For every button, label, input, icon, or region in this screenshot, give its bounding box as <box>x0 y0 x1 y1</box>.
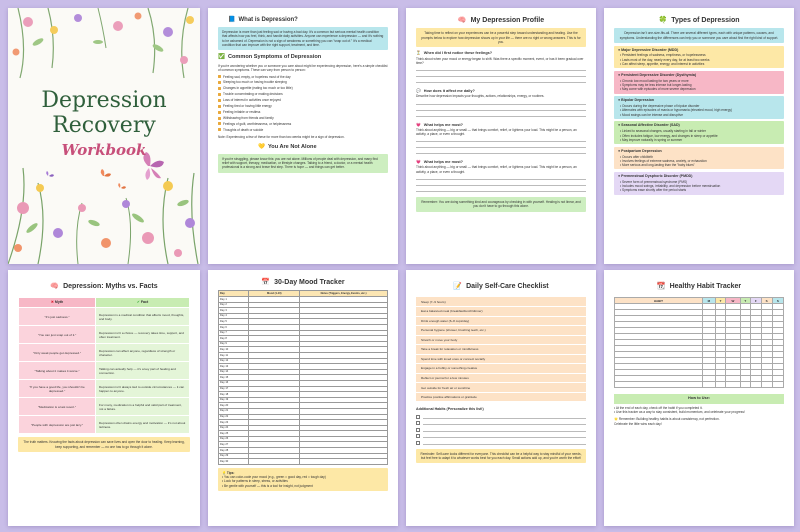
additional-title: Additional Habits (Personalize this list!) <box>416 407 484 412</box>
myth-cell: "It's just sadness." <box>19 308 95 325</box>
type-name: ● Persistent Depressive Disorder (Dysthymia) <box>618 72 697 77</box>
checkbox-icon[interactable] <box>218 99 221 102</box>
symptom-item <box>218 116 388 120</box>
type-card <box>614 46 784 69</box>
selfcare-item[interactable] <box>416 336 586 346</box>
type-point: • More serious and long-lasting than the "baby blues" <box>620 163 695 168</box>
answer-line[interactable] <box>416 111 586 117</box>
bullet-icon: • <box>620 184 623 189</box>
bubble-icon: 💬 <box>416 89 421 94</box>
selfcare-label: Eat a balanced meal (breakfast/lunch/dinner) <box>421 309 483 314</box>
mood-day-cell: Day 29 <box>219 453 249 459</box>
type-point: • Mood swings can be intense and disruptive <box>620 112 683 117</box>
calendar-icon: 📆 <box>656 283 666 290</box>
brain-icon: 🧠 <box>457 17 467 24</box>
type-name: ● Bipolar Depression <box>618 98 655 103</box>
mood-tracker-page <box>208 270 398 526</box>
habit-tracker-page <box>604 270 794 526</box>
mood-day-cell: Day 18 <box>219 392 249 398</box>
habit-day-header: F <box>751 298 762 304</box>
symptom-item <box>218 104 388 108</box>
selfcare-label: Drink enough water (6–8 cups/day) <box>421 318 470 323</box>
checkbox-icon[interactable] <box>416 421 420 425</box>
bullet-icon: • <box>620 188 623 193</box>
selfcare-item[interactable] <box>416 307 586 317</box>
myth-header: ✖ Myth <box>19 298 95 307</box>
symptom-item <box>218 86 388 90</box>
bullet-icon: • <box>620 78 623 83</box>
types-list <box>614 46 784 195</box>
what-is-title: 📘 What is Depression? <box>228 17 298 23</box>
symptom-label: Loss of interest in activities once enjoyed <box>223 98 281 103</box>
bullet-icon: • <box>620 137 623 142</box>
mood-day-cell: Day 28 <box>219 448 249 454</box>
hourglass-icon: ⏳ <box>416 51 421 56</box>
myth-row <box>19 326 189 343</box>
profile-title: 🧠 My Depression Profile <box>457 17 545 24</box>
answer-line[interactable] <box>423 428 586 432</box>
bullet-icon: • <box>620 83 623 87</box>
how-to-item: • Use this tracker as a way to stay consistent, build momentum, and celebrate your progress! <box>614 409 745 414</box>
tip-item: • Be gentle with yourself — this is a tool for insight, not judgment <box>222 483 313 488</box>
additional-habit-row <box>416 421 586 425</box>
checkbox-icon[interactable] <box>416 428 420 432</box>
myth-row <box>19 308 189 325</box>
mood-row <box>219 459 388 465</box>
cover-title-line2: Recovery <box>52 113 156 139</box>
bullet-icon: • <box>620 112 623 117</box>
checkbox-icon[interactable] <box>218 105 221 108</box>
symptoms-title: ✅ Common Symptoms of Depression <box>218 54 322 61</box>
mood-day-cell: Day 7 <box>219 330 249 336</box>
depression-profile-page <box>406 8 596 264</box>
mood-day-cell: Day 16 <box>219 380 249 386</box>
bullet-icon: • <box>620 154 623 159</box>
bullet-icon: • <box>620 57 623 62</box>
bullet-icon: • <box>620 158 623 163</box>
profile-q3-hint: Think about anything — big or small — that brings comfort, relief, or lightens your load. This might be a person, an activity, a place, or even a thought. <box>416 127 577 136</box>
mood-day-cell: Day 3 <box>219 308 249 314</box>
type-point: • Alternates with episodes of mania or hypomania (elevated mood, high energy) <box>620 108 733 113</box>
fact-cell: Depression isn't a choice — recovery takes time, support, and often treatment. <box>96 326 189 343</box>
star-icon: 🌟 <box>614 417 618 422</box>
type-point: • Chronic low mood lasting for two years or more <box>620 78 689 83</box>
habit-title: 📆 Healthy Habit Tracker <box>656 283 742 290</box>
mood-tips-list <box>222 475 384 488</box>
additional-habit-row <box>416 415 586 419</box>
answer-line[interactable] <box>423 415 586 419</box>
answer-line[interactable] <box>423 421 586 425</box>
clover-icon: 🍀 <box>658 17 668 24</box>
bullet-icon: ● <box>618 72 622 77</box>
fact-cell: Depression can affect anyone, regardless of strength or character. <box>96 344 189 361</box>
type-point: • Lasts most of the day, nearly every day, for at least two weeks <box>620 57 710 62</box>
fact-cell: For many, medication is a helpful and valid part of treatment, not a failure. <box>96 398 189 415</box>
myth-row <box>19 362 189 379</box>
mood-day-cell: Day 26 <box>219 436 249 442</box>
fact-cell: Depression isn't always tied to outside circumstances — it can happen to anyone. <box>96 380 189 397</box>
habit-day-header: T <box>715 298 726 304</box>
type-point: • Severe form of premenstrual syndrome (PMS) <box>620 179 688 184</box>
tip-item: • You can color-code your mood (e.g., green = good day, red = tough day) <box>222 475 326 480</box>
mood-tips <box>218 468 388 491</box>
mood-day-cell: Day 11 <box>219 352 249 358</box>
additional-habit-row <box>416 441 586 445</box>
selfcare-reminder: Reminder: Self-care looks different for everyone. This checklist can be a helpful way to stay mindful of your needs, but feel free to adapt it to whatever works best for you each day. Small actions add up, and you're worth the effort! <box>416 449 586 464</box>
type-point: • Symptoms may be less intense but longer-lasting <box>620 83 692 87</box>
mood-day-cell: Day 20 <box>219 403 249 409</box>
symptom-item <box>218 110 388 114</box>
not-alone-title: 💛 You Are Not Alone <box>258 144 317 151</box>
habit-check-cell[interactable] <box>740 382 751 388</box>
check-icon: ✅ <box>218 54 225 61</box>
type-card <box>614 96 784 119</box>
profile-q4-hint: Think about anything — big or small — that brings comfort, relief, or lightens your load. This might be a person, an activity, a place, or even a thought. <box>416 165 577 174</box>
cover-title-line1: Depression <box>41 88 167 113</box>
symptom-label: Feeling irritable or restless <box>223 109 261 114</box>
mood-day-cell: Day 8 <box>219 336 249 342</box>
habit-check-cell[interactable] <box>772 382 783 388</box>
mood-col-notes: Notes (Triggers, Energy, Events, etc.) <box>300 291 388 297</box>
mood-day-cell: Day 22 <box>219 414 249 420</box>
habit-celebrate: Celebrate the little wins each day! <box>614 421 662 426</box>
bullet-icon: • <box>620 129 623 134</box>
checkbox-icon[interactable] <box>218 87 221 90</box>
mood-day-cell: Day 30 <box>219 459 249 465</box>
habit-day-header: S <box>761 298 772 304</box>
mood-day-cell: Day 13 <box>219 364 249 370</box>
selfcare-label: Engage in a hobby or something creative <box>421 366 478 371</box>
mood-title: 📅 30-Day Mood Tracker <box>261 279 345 286</box>
bullet-icon: ● <box>618 123 622 128</box>
type-name: ● Seasonal Affective Disorder (SAD) <box>618 123 680 128</box>
mood-day-cell: Day 1 <box>219 297 249 303</box>
checkbox-icon[interactable] <box>416 441 420 445</box>
selfcare-item[interactable] <box>416 374 586 384</box>
selfcare-title: 📝 Daily Self-Care Checklist <box>453 283 549 290</box>
what-is-intro: Depression is more than just feeling sad or having a bad day. It's a common but serious mental health condition that affects how you feel, think, and handle daily activities. Anyone can experience a depression — and it's nothing to be ashamed of. Depression is not a sign of weakness or something you can "snap out of." It's a medical condition that can improve with the right support, treatment, and time. <box>218 27 388 50</box>
type-point: • Can affect sleep, appetite, energy, and interest in activities <box>620 62 705 67</box>
answer-line[interactable] <box>416 148 586 154</box>
type-point: • Includes mood swings, irritability, and depression before menstruation <box>620 184 721 189</box>
bullet-icon: • <box>614 409 617 414</box>
mood-day-cell: Day 25 <box>219 431 249 437</box>
calendar-icon: 📅 <box>261 279 271 286</box>
checkbox-icon[interactable] <box>416 434 420 438</box>
additional-habits <box>416 415 586 445</box>
type-point: • Symptoms ease shortly after the period starts <box>620 188 687 193</box>
cross-icon: ✖ <box>50 300 54 305</box>
type-card <box>614 172 784 195</box>
selfcare-item[interactable] <box>416 297 586 307</box>
mood-day-cell: Day 12 <box>219 358 249 364</box>
cover-title <box>8 88 200 139</box>
bullet-icon: • <box>222 483 225 488</box>
book-icon: 📘 <box>228 17 236 23</box>
symptom-item <box>218 98 388 102</box>
types-of-depression-page <box>604 8 794 264</box>
myth-cell: "People with depression are just lazy." <box>19 416 95 433</box>
checkbox-icon[interactable] <box>218 111 221 114</box>
mood-day-cell: Day 5 <box>219 319 249 325</box>
bullet-icon: ● <box>618 148 622 153</box>
selfcare-item[interactable] <box>416 317 586 327</box>
symptom-label: Sleeping too much or having trouble sleeping <box>223 80 287 85</box>
bullet-icon: • <box>620 87 623 92</box>
type-card <box>614 121 784 144</box>
myth-cell: "Only weak people get depressed." <box>19 344 95 361</box>
type-card <box>614 147 784 170</box>
myths-facts-page <box>8 270 200 526</box>
symptom-item <box>218 128 388 132</box>
habit-col-habit: HABIT <box>615 298 703 304</box>
habit-table <box>614 297 784 388</box>
bullet-icon: ● <box>618 47 622 52</box>
myth-cell: "If you have a good life, you shouldn't be depressed." <box>19 380 95 397</box>
symptom-label: Withdrawing from friends and family <box>223 115 274 120</box>
myth-row <box>19 344 189 361</box>
answer-line[interactable] <box>423 441 586 445</box>
profile-intro: Taking time to reflect on your experiences can be a powerful step toward understanding and healing. Use the prompts below to explore how depression shows up in your life — there are no right or wrong answers. This is for you. <box>416 28 586 47</box>
checklist-icon: 📝 <box>453 283 463 290</box>
type-point: • May come with episodes of more severe depression <box>620 87 696 92</box>
checkbox-icon[interactable] <box>218 128 221 131</box>
myth-row <box>19 380 189 397</box>
brain-icon: 🧠 <box>50 283 60 290</box>
fact-cell: Depression often drains energy and motivation — it's not about laziness. <box>96 416 189 433</box>
type-point: • Linked to seasonal changes, usually starting in fall or winter <box>620 129 707 134</box>
profile-q1-hint: Think about when your mood or energy began to shift. Was there a specific moment, event, or has it been gradual over time? <box>416 56 584 65</box>
profile-q3: 💗 What helps me most? <box>416 122 463 127</box>
symptom-item <box>218 75 388 79</box>
symptom-label: Thoughts of death or suicide <box>223 127 264 132</box>
selfcare-item[interactable] <box>416 393 586 403</box>
myth-cell: "You can just snap out of it." <box>19 326 95 343</box>
profile-q2-hint: Describe how depression impacts your thoughts, actions, relationships, energy, or routines. <box>416 94 545 99</box>
selfcare-item[interactable] <box>416 345 586 355</box>
check-icon: ✔ <box>136 300 140 305</box>
type-point: • Occurs during the depressive phase of bipolar disorder <box>620 103 700 108</box>
symptom-label: Feeling tired or having little energy <box>223 104 272 109</box>
mood-day-cell: Day 4 <box>219 313 249 319</box>
mood-col-mood: Mood (1-10) <box>249 291 300 297</box>
mood-day-cell: Day 23 <box>219 420 249 426</box>
selfcare-label: Get outside for fresh air or sunshine <box>421 385 471 390</box>
type-point: • Involves feelings of extreme sadness, anxiety, or exhaustion <box>620 158 707 163</box>
selfcare-label: Practice positive affirmations or gratitude <box>421 395 477 400</box>
habit-check-cell[interactable] <box>761 382 772 388</box>
sparkle-icon: 💛 <box>258 144 265 151</box>
mood-score-cell[interactable] <box>249 459 300 465</box>
additional-habit-row <box>416 428 586 432</box>
checkbox-icon[interactable] <box>218 75 221 78</box>
habit-check-cell[interactable] <box>715 382 726 388</box>
myth-cell: "Medication is a last resort." <box>19 398 95 415</box>
habit-check-cell[interactable] <box>726 382 740 388</box>
bullet-icon: • <box>614 405 616 410</box>
heart-icon: 💗 <box>416 122 421 127</box>
type-name: ● Premenstrual Dysphoric Disorder (PMDD) <box>618 173 693 178</box>
selfcare-label: Stretch or move your body <box>421 337 458 342</box>
checkbox-icon[interactable] <box>218 81 221 84</box>
bullet-icon: • <box>620 53 623 58</box>
symptom-item <box>218 92 388 96</box>
bullet-icon: • <box>620 108 622 113</box>
fact-cell: Depression is a medical condition that affects mood, thoughts, and body. <box>96 308 189 325</box>
cover-page <box>8 8 200 264</box>
checkbox-icon[interactable] <box>218 117 221 120</box>
bullet-icon: • <box>620 179 623 184</box>
selfcare-label: Reflect or journal for a few minutes <box>421 376 469 380</box>
selfcare-item[interactable] <box>416 326 586 336</box>
mood-day-cell: Day 15 <box>219 375 249 381</box>
habit-check-cell[interactable] <box>702 382 715 388</box>
bullet-icon: ● <box>618 173 622 178</box>
bullet-icon: • <box>620 62 623 67</box>
types-intro: Depression isn't one-size-fits-all. There are several different types, each with unique patterns, causes, and symptoms. Understanding the differences can help you or someone you care about find the right kind of support. <box>614 28 784 43</box>
type-card <box>614 71 784 94</box>
mood-day-cell: Day 21 <box>219 408 249 414</box>
bullet-icon: • <box>222 475 224 480</box>
additional-habit-row <box>416 434 586 438</box>
habit-check-cell[interactable] <box>751 382 762 388</box>
checkbox-icon[interactable] <box>218 93 221 96</box>
mood-day-cell: Day 2 <box>219 302 249 308</box>
selfcare-item[interactable] <box>416 364 586 374</box>
selfcare-label: Personal hygiene (shower, brushing teeth, etc.) <box>421 328 486 333</box>
type-point: • Occurs after childbirth <box>620 154 654 159</box>
selfcare-item[interactable] <box>416 383 586 393</box>
selfcare-item[interactable] <box>416 355 586 365</box>
mood-day-cell: Day 27 <box>219 442 249 448</box>
symptom-label: Changes in appetite (eating too much or too little) <box>223 86 293 91</box>
type-point: • May improve naturally in spring or summer <box>620 137 683 142</box>
habit-remember: 🌟 Remember: Building healthy habits is about consistency, not perfection. <box>614 417 720 422</box>
how-to-item: • At the end of each day, check off the habit if you completed it. <box>614 405 703 410</box>
profile-remember: Remember: You are doing something kind and courageous by checking in with yourself. Healing is not linear, and you don't have to go through this alone. <box>416 197 586 212</box>
habit-day-header: T <box>740 298 751 304</box>
heart-icon: 💗 <box>416 160 421 165</box>
answer-line[interactable] <box>423 434 586 438</box>
bulb-icon: 💡 <box>222 470 226 475</box>
mood-day-cell: Day 10 <box>219 347 249 353</box>
profile-q1: ⏳ When did I first notice these feelings? <box>416 51 493 56</box>
cover-subtitle: Workbook <box>61 141 147 159</box>
bullet-icon: ● <box>618 98 622 103</box>
mood-day-cell: Day 24 <box>219 425 249 431</box>
profile-q2: 💬 How does it affect me daily? <box>416 89 475 94</box>
mood-day-cell: Day 19 <box>219 397 249 403</box>
selfcare-label: Take a break for relaxation or mindfulness <box>421 347 479 352</box>
bullet-icon: • <box>222 479 225 484</box>
symptoms-list <box>218 75 388 132</box>
answer-line[interactable] <box>416 77 586 83</box>
self-care-page <box>406 270 596 526</box>
myths-table <box>18 297 190 434</box>
tip-item: • Look for patterns in sleep, stress, or activities <box>222 479 288 484</box>
selfcare-label: Spend time with loved ones or connect socially <box>421 356 486 361</box>
bullet-icon: • <box>620 103 623 108</box>
mood-day-cell: Day 17 <box>219 386 249 392</box>
type-name: ● Major Depressive Disorder (MDD) <box>618 47 679 52</box>
selfcare-label: Sleep (7–9 hours) <box>421 299 446 304</box>
symptom-label: Feeling sad, empty, or hopeless most of the day <box>223 74 291 79</box>
mood-day-cell: Day 9 <box>219 341 249 347</box>
mood-day-cell: Day 6 <box>219 325 249 331</box>
myth-row <box>19 416 189 433</box>
habit-row <box>615 382 784 388</box>
myth-row <box>19 398 189 415</box>
checkbox-icon[interactable] <box>416 415 420 419</box>
type-point: • Persistent feelings of sadness, emptiness, or hopelessness <box>620 53 706 58</box>
profile-q4: 💗 What helps me most? <box>416 160 463 165</box>
not-alone-text: If you're struggling, please know this: you are not alone. Millions of people deal with depression, and many find relief with support, therapy, medication, or lifestyle changes. Talking to a friend, a doctor, or a mental health professional is a strong and brave first step. There is hope — and things can get better. <box>218 154 388 173</box>
symptoms-intro: If you're wondering whether you or someone you care about might be experiencing depression, here's a simple checklist of common symptoms. These can vary from person to person: <box>218 63 388 73</box>
how-to-use-list <box>614 406 784 415</box>
bullet-icon: • <box>620 133 623 138</box>
types-title: 🍀 Types of Depression <box>658 17 740 24</box>
fact-cell: Talking can actually help — it's a key part of healing and connection. <box>96 362 189 379</box>
how-to-use-title: How to Use: <box>614 394 784 403</box>
what-is-depression-page <box>208 8 398 264</box>
habit-day-header: M <box>702 298 715 304</box>
symptom-item <box>218 80 388 84</box>
mood-notes-cell[interactable] <box>300 459 388 465</box>
symptoms-note: Note: Experiencing a few of these for more than two weeks might be a sign of depression. <box>218 134 345 139</box>
mood-tips-title: 💡 Tips: <box>222 470 235 475</box>
myth-cell: "Talking about it makes it worse." <box>19 362 95 379</box>
type-name: ● Postpartum Depression <box>618 148 662 153</box>
selfcare-list <box>416 297 586 402</box>
mood-day-cell: Day 14 <box>219 369 249 375</box>
habit-name-cell[interactable] <box>615 382 703 388</box>
myths-title: 🧠 Depression: Myths vs. Facts <box>50 283 158 290</box>
checkbox-icon[interactable] <box>218 122 221 125</box>
symptom-label: Feelings of guilt, worthlessness, or helplessness <box>223 121 292 126</box>
habit-day-header: S <box>772 298 783 304</box>
symptom-item <box>218 122 388 126</box>
myths-truth: The truth matters. Knowing the facts about depression can save lives and open the door to healing. Keep learning, keep supporting, and remember — no one has to go through it alone. <box>18 437 190 452</box>
answer-line[interactable] <box>416 186 586 192</box>
fact-header: ✔ Fact <box>96 298 189 307</box>
symptom-label: Trouble concentrating or making decisions <box>223 92 283 97</box>
mood-col-day: Day <box>219 291 249 297</box>
type-point: • Often includes fatigue, low energy, and changes in sleep or appetite <box>620 133 718 138</box>
habit-day-header: W <box>726 298 740 304</box>
bullet-icon: • <box>620 163 623 168</box>
mood-table <box>218 290 388 464</box>
